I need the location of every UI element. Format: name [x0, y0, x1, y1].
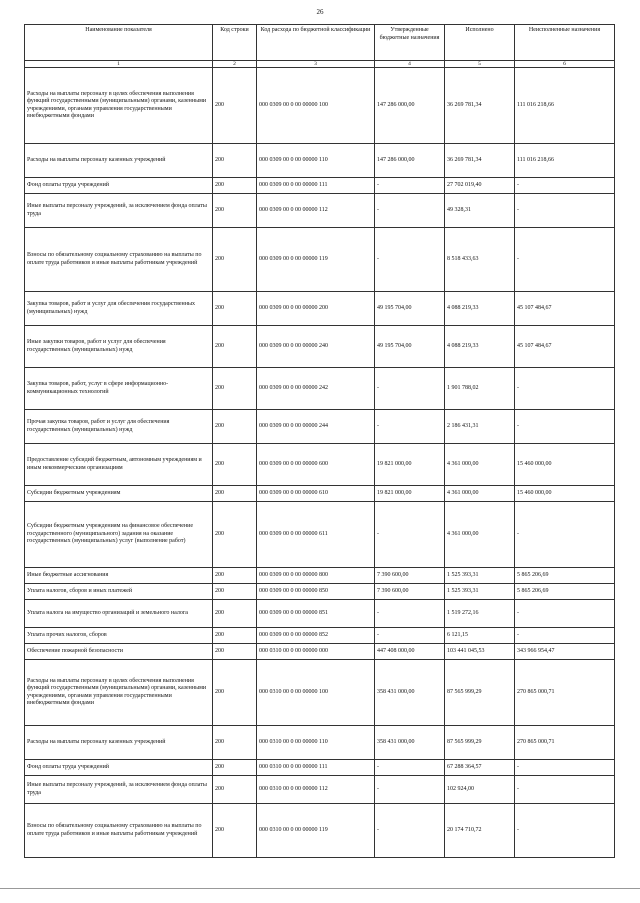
- header-approved: Утвержденные бюджетные назначения: [375, 25, 445, 61]
- column-number: 3: [257, 61, 375, 68]
- header-name: Наименование показателя: [25, 25, 213, 61]
- row-approved: -: [375, 776, 445, 804]
- table-row: [25, 726, 615, 760]
- row-name: Закупка товаров, работ и услуг для обеспечения государственных (муниципальных) нужд: [25, 292, 213, 326]
- row-kbk: 000 0310 00 0 00 00000 100: [257, 660, 375, 726]
- row-executed: 1 525 393,31: [445, 568, 515, 584]
- row-executed: 1 519 272,16: [445, 600, 515, 628]
- row-code: 200: [213, 644, 257, 660]
- row-executed: 8 518 433,63: [445, 228, 515, 292]
- row-executed: 20 174 710,72: [445, 804, 515, 858]
- budget-table: [24, 24, 615, 858]
- row-approved: 358 431 000,00: [375, 726, 445, 760]
- row-approved: 7 390 600,00: [375, 568, 445, 584]
- row-approved: -: [375, 502, 445, 568]
- row-code: 200: [213, 194, 257, 228]
- row-unexecuted: 111 016 218,66: [515, 144, 615, 178]
- row-code: 200: [213, 726, 257, 760]
- header-kbk: Код расхода по бюджетной классификации: [257, 25, 375, 61]
- row-approved: 358 431 000,00: [375, 660, 445, 726]
- row-name: Иные бюджетные ассигнования: [25, 568, 213, 584]
- row-approved: 447 408 000,00: [375, 644, 445, 660]
- row-name: Обеспечение пожарной безопасности: [25, 644, 213, 660]
- row-name: Субсидии бюджетным учреждениям: [25, 486, 213, 502]
- row-unexecuted: 15 460 000,00: [515, 486, 615, 502]
- table-row: [25, 568, 615, 584]
- page-number: 26: [316, 8, 324, 16]
- row-executed: 2 186 431,31: [445, 410, 515, 444]
- row-code: 200: [213, 144, 257, 178]
- row-kbk: 000 0309 00 0 00 00000 852: [257, 628, 375, 644]
- row-name: Взносы по обязательному социальному страхованию на выплаты по оплате труда работников и иные выплаты работникам учреждений: [25, 228, 213, 292]
- row-kbk: 000 0309 00 0 00 00000 610: [257, 486, 375, 502]
- row-approved: -: [375, 804, 445, 858]
- row-executed: 4 088 219,33: [445, 292, 515, 326]
- row-kbk: 000 0309 00 0 00 00000 244: [257, 410, 375, 444]
- row-unexecuted: 45 107 484,67: [515, 326, 615, 368]
- row-executed: 103 441 045,53: [445, 644, 515, 660]
- row-unexecuted: -: [515, 228, 615, 292]
- table-row: [25, 644, 615, 660]
- row-unexecuted: 270 865 000,71: [515, 726, 615, 760]
- row-executed: 4 361 000,00: [445, 502, 515, 568]
- row-executed: 27 702 019,40: [445, 178, 515, 194]
- table-row: [25, 600, 615, 628]
- row-code: 200: [213, 486, 257, 502]
- table-row: [25, 144, 615, 178]
- row-name: Расходы на выплаты персоналу в целях обеспечения выполнения функций государственными (муниципальными) органами, казенными учреждениями, органами управления государственными внебюджетными фондами: [25, 68, 213, 144]
- header-code: Код строки: [213, 25, 257, 61]
- row-executed: 67 288 364,57: [445, 760, 515, 776]
- row-kbk: 000 0309 00 0 00 00000 240: [257, 326, 375, 368]
- row-executed: 49 328,31: [445, 194, 515, 228]
- row-name: Иные закупки товаров, работ и услуг для обеспечения государственных (муниципальных) нужд: [25, 326, 213, 368]
- row-unexecuted: 270 865 000,71: [515, 660, 615, 726]
- row-executed: 4 361 000,00: [445, 486, 515, 502]
- row-unexecuted: -: [515, 600, 615, 628]
- table-row: [25, 502, 615, 568]
- row-code: 200: [213, 502, 257, 568]
- row-name: Иные выплаты персоналу учреждений, за исключением фонда оплаты труда: [25, 776, 213, 804]
- row-code: 200: [213, 178, 257, 194]
- row-name: Расходы на выплаты персоналу казенных учреждений: [25, 144, 213, 178]
- row-code: 200: [213, 660, 257, 726]
- row-unexecuted: -: [515, 410, 615, 444]
- row-unexecuted: -: [515, 628, 615, 644]
- row-name: Уплата прочих налогов, сборов: [25, 628, 213, 644]
- row-kbk: 000 0309 00 0 00 00000 119: [257, 228, 375, 292]
- row-code: 200: [213, 600, 257, 628]
- table-row: [25, 178, 615, 194]
- table-row: [25, 660, 615, 726]
- row-code: 200: [213, 368, 257, 410]
- column-number: 5: [445, 61, 515, 68]
- row-unexecuted: 5 865 206,69: [515, 568, 615, 584]
- row-code: 200: [213, 228, 257, 292]
- row-name: Прочая закупка товаров, работ и услуг для обеспечения государственных (муниципальных) нужд: [25, 410, 213, 444]
- header-executed: Исполнено: [445, 25, 515, 61]
- row-approved: 19 821 000,00: [375, 486, 445, 502]
- row-name: Взносы по обязательному социальному страхованию на выплаты по оплате труда работников и иные выплаты работникам учреждений: [25, 804, 213, 858]
- row-executed: 87 565 999,29: [445, 726, 515, 760]
- table-row: [25, 410, 615, 444]
- row-code: 200: [213, 292, 257, 326]
- table-row: [25, 68, 615, 144]
- row-code: 200: [213, 326, 257, 368]
- row-unexecuted: -: [515, 194, 615, 228]
- row-kbk: 000 0309 00 0 00 00000 600: [257, 444, 375, 486]
- row-unexecuted: -: [515, 178, 615, 194]
- column-number: 6: [515, 61, 615, 68]
- row-approved: -: [375, 368, 445, 410]
- row-executed: 4 361 000,00: [445, 444, 515, 486]
- row-code: 200: [213, 568, 257, 584]
- table-row: [25, 444, 615, 486]
- row-executed: 36 269 781,34: [445, 68, 515, 144]
- row-name: Закупка товаров, работ, услуг в сфере информационно-коммуникационных технологий: [25, 368, 213, 410]
- table-row: [25, 368, 615, 410]
- row-executed: 102 924,00: [445, 776, 515, 804]
- row-unexecuted: -: [515, 776, 615, 804]
- row-executed: 1 901 788,02: [445, 368, 515, 410]
- row-approved: -: [375, 178, 445, 194]
- row-kbk: 000 0309 00 0 00 00000 112: [257, 194, 375, 228]
- table-row: [25, 326, 615, 368]
- row-approved: 147 286 000,00: [375, 144, 445, 178]
- table-row: [25, 194, 615, 228]
- column-number: 1: [25, 61, 213, 68]
- row-kbk: 000 0310 00 0 00 00000 112: [257, 776, 375, 804]
- page-bottom-rule: [0, 888, 640, 889]
- row-approved: -: [375, 628, 445, 644]
- row-name: Предоставление субсидий бюджетным, автономным учреждениям и иным некоммерческим организациям: [25, 444, 213, 486]
- row-kbk: 000 0310 00 0 00 00000 110: [257, 726, 375, 760]
- row-kbk: 000 0309 00 0 00 00000 611: [257, 502, 375, 568]
- row-code: 200: [213, 628, 257, 644]
- row-name: Иные выплаты персоналу учреждений, за исключением фонда оплаты труда: [25, 194, 213, 228]
- row-code: 200: [213, 584, 257, 600]
- row-kbk: 000 0309 00 0 00 00000 850: [257, 584, 375, 600]
- row-executed: 4 088 219,33: [445, 326, 515, 368]
- row-unexecuted: 15 460 000,00: [515, 444, 615, 486]
- row-name: Расходы на выплаты персоналу казенных учреждений: [25, 726, 213, 760]
- row-approved: 49 195 704,00: [375, 326, 445, 368]
- table-row: [25, 628, 615, 644]
- table-row: [25, 776, 615, 804]
- row-executed: 36 269 781,34: [445, 144, 515, 178]
- row-unexecuted: 45 107 484,67: [515, 292, 615, 326]
- row-kbk: 000 0309 00 0 00 00000 800: [257, 568, 375, 584]
- row-executed: 87 565 999,29: [445, 660, 515, 726]
- row-executed: 1 525 393,31: [445, 584, 515, 600]
- row-name: Фонд оплаты труда учреждений: [25, 178, 213, 194]
- row-kbk: 000 0309 00 0 00 00000 242: [257, 368, 375, 410]
- row-name: Фонд оплаты труда учреждений: [25, 760, 213, 776]
- table-row: [25, 292, 615, 326]
- row-unexecuted: -: [515, 502, 615, 568]
- row-executed: 6 121,15: [445, 628, 515, 644]
- row-approved: 19 821 000,00: [375, 444, 445, 486]
- row-kbk: 000 0310 00 0 00 00000 000: [257, 644, 375, 660]
- table-row: [25, 584, 615, 600]
- row-code: 200: [213, 776, 257, 804]
- column-number: 2: [213, 61, 257, 68]
- row-name: Уплата налога на имущество организаций и земельного налога: [25, 600, 213, 628]
- row-unexecuted: 111 016 218,66: [515, 68, 615, 144]
- row-approved: 49 195 704,00: [375, 292, 445, 326]
- row-code: 200: [213, 68, 257, 144]
- row-approved: -: [375, 194, 445, 228]
- table-row: [25, 804, 615, 858]
- column-numbers-row: [25, 61, 615, 68]
- row-code: 200: [213, 410, 257, 444]
- table-row: [25, 760, 615, 776]
- row-unexecuted: 343 966 954,47: [515, 644, 615, 660]
- row-code: 200: [213, 760, 257, 776]
- row-approved: -: [375, 760, 445, 776]
- row-approved: -: [375, 410, 445, 444]
- row-kbk: 000 0310 00 0 00 00000 111: [257, 760, 375, 776]
- header-unexecuted: Неисполненные назначения: [515, 25, 615, 61]
- column-number: 4: [375, 61, 445, 68]
- row-unexecuted: -: [515, 760, 615, 776]
- row-name: Уплата налогов, сборов и иных платежей: [25, 584, 213, 600]
- row-approved: 7 390 600,00: [375, 584, 445, 600]
- row-name: Субсидии бюджетным учреждениям на финансовое обеспечение государственного (муниципального) задания на оказание государственных (муниципальных) услуг (выполнение работ): [25, 502, 213, 568]
- table-header-row: [25, 25, 615, 61]
- row-approved: -: [375, 600, 445, 628]
- table-row: [25, 486, 615, 502]
- row-kbk: 000 0309 00 0 00 00000 110: [257, 144, 375, 178]
- row-kbk: 000 0309 00 0 00 00000 111: [257, 178, 375, 194]
- row-approved: -: [375, 228, 445, 292]
- row-name: Расходы на выплаты персоналу в целях обеспечения выполнения функций государственными (муниципальными) органами, казенными учреждениями, органами управления государственными внебюджетными фондами: [25, 660, 213, 726]
- row-kbk: 000 0309 00 0 00 00000 100: [257, 68, 375, 144]
- table-body: [25, 68, 615, 858]
- row-unexecuted: -: [515, 368, 615, 410]
- row-unexecuted: 5 865 206,69: [515, 584, 615, 600]
- table-row: [25, 228, 615, 292]
- row-kbk: 000 0309 00 0 00 00000 200: [257, 292, 375, 326]
- row-code: 200: [213, 804, 257, 858]
- row-approved: 147 286 000,00: [375, 68, 445, 144]
- row-unexecuted: -: [515, 804, 615, 858]
- row-kbk: 000 0309 00 0 00 00000 851: [257, 600, 375, 628]
- row-code: 200: [213, 444, 257, 486]
- row-kbk: 000 0310 00 0 00 00000 119: [257, 804, 375, 858]
